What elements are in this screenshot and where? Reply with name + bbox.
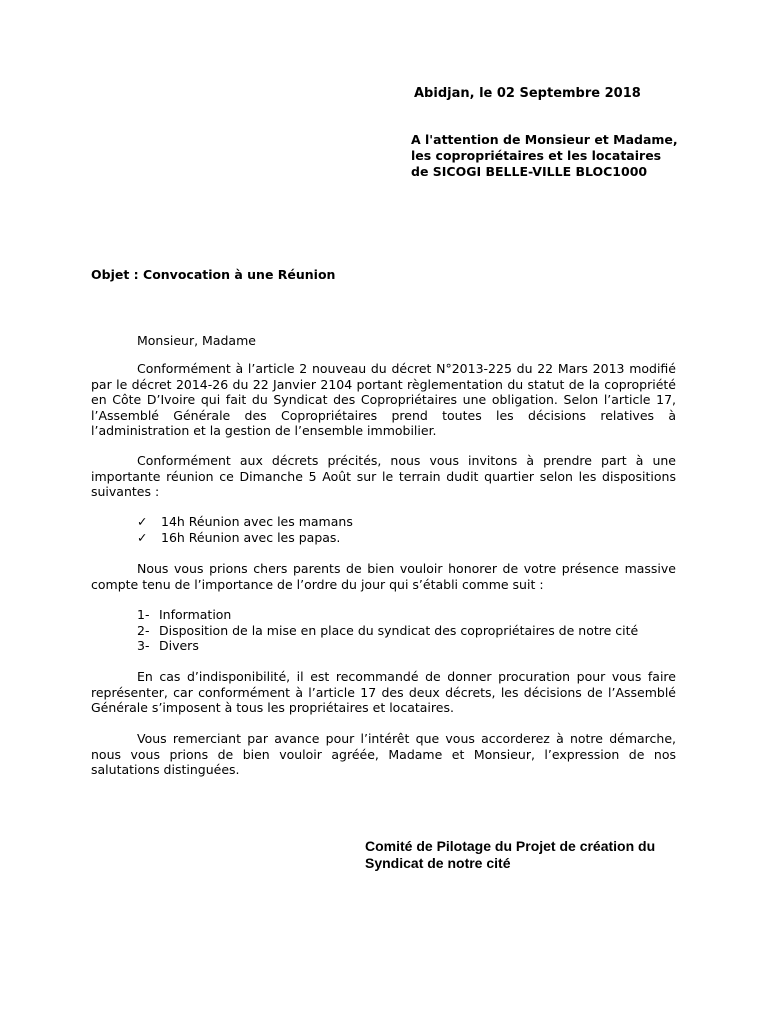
date-line: Abidjan, le 02 Septembre 2018: [414, 86, 641, 101]
list-item: [137, 530, 353, 546]
list-item: [137, 638, 638, 654]
agenda-list: [137, 607, 638, 654]
agenda-number: 1-: [137, 607, 150, 622]
agenda-number: 3-: [137, 638, 150, 653]
list-item: [137, 607, 638, 623]
check-icon: ✓: [137, 530, 148, 545]
schedule-item-text: 14h Réunion avec les mamans: [161, 514, 353, 529]
paragraph-proxy: En cas d’indisponibilité, il est recommandé de donner procuration pour vous faire représenter, car conformément à l’article 17 des deux décrets, les décisions de l’Assemblé Générale s’imposent à tous les propriétaires et locataires.: [91, 669, 676, 715]
paragraph-closing: Vous remerciant par avance pour l’intérêt que vous accorderez à notre démarche, nous vous prions de bien vouloir agréée, Madame et Monsieur, l’expression de nos salutations distinguées.: [91, 731, 676, 777]
paragraph-request: Nous vous prions chers parents de bien vouloir honorer de votre présence massive compte tenu de l’importance de l’ordre du jour qui s’établi comme suit :: [91, 561, 676, 592]
agenda-number: 2-: [137, 622, 150, 638]
list-item: [137, 623, 638, 639]
agenda-item-text: Information: [159, 607, 232, 622]
salutation: Monsieur, Madame: [137, 333, 256, 348]
list-item: [137, 514, 353, 530]
schedule-item-text: 16h Réunion avec les papas.: [161, 530, 341, 545]
signature-block: Comité de Pilotage du Projet de création du Syndicat de notre cité: [365, 838, 656, 871]
subject-line: Objet : Convocation à une Réunion: [91, 267, 336, 282]
agenda-item-text: Disposition de la mise en place du syndicat des copropriétaires de notre cité: [159, 622, 639, 638]
agenda-item-text: Divers: [159, 638, 199, 653]
check-icon: ✓: [137, 514, 148, 529]
paragraph-invitation: Conformément aux décrets précités, nous vous invitons à prendre part à une importante réunion ce Dimanche 5 Août sur le terrain dudit quartier selon les dispositions suivantes :: [91, 453, 676, 499]
schedule-list: [137, 514, 353, 546]
paragraph-legal-basis: Conformément à l’article 2 nouveau du décret N°2013-225 du 22 Mars 2013 modifié par le décret 2014-26 du 22 Janvier 2104 portant règlementation du statut de la copropriété en Côte D’Ivoire qui fait du Syndicat des Copropriétaires une obligation. Selon l’article 17, l’Assemblé Générale des Copropriétaires prend toutes les décisions relatives à l’administration et la gestion de l’ensemble immobilier.: [91, 361, 676, 438]
recipient-block: A l'attention de Monsieur et Madame, les copropriétaires et les locataires de SICOGI BELLE-VILLE BLOC1000: [411, 132, 678, 179]
